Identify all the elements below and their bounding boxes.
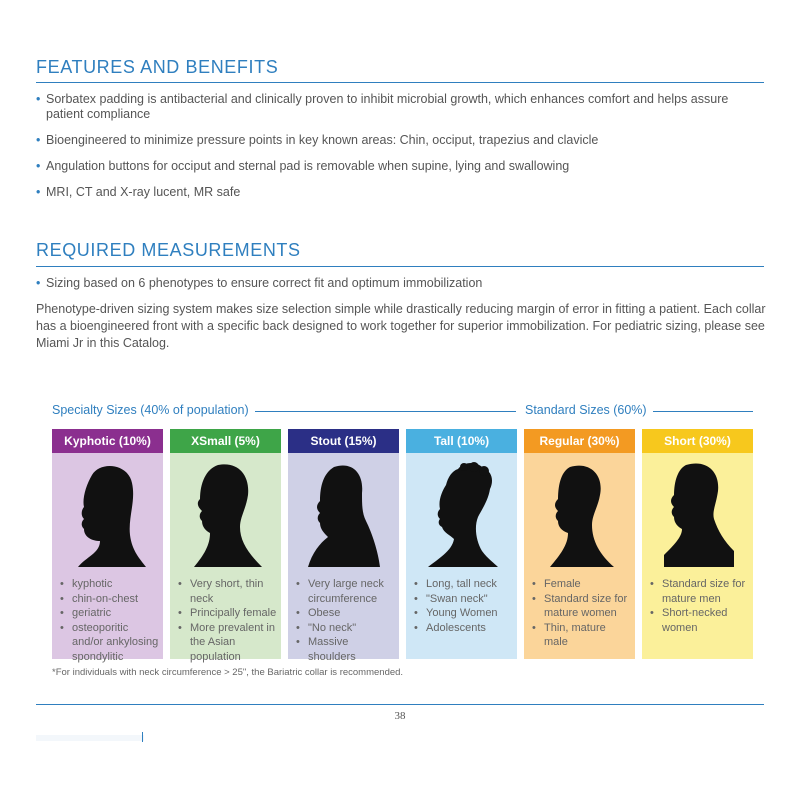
size-column-header: XSmall (5%) — [170, 429, 281, 453]
size-column-header: Stout (15%) — [288, 429, 399, 453]
size-column-xsmall — [170, 429, 281, 663]
size-column-list — [178, 577, 277, 664]
size-column-tall — [406, 429, 517, 659]
measurements-list — [36, 276, 736, 291]
size-column-body — [52, 453, 163, 663]
size-column-list — [296, 577, 395, 664]
features-bullet-3: • Angulation buttons for occiput and sternal pad is removable when supine, lying and swallowing — [36, 159, 736, 174]
features-list — [36, 92, 736, 200]
size-column-item: • Obese — [296, 606, 395, 621]
size-column-body — [642, 453, 753, 659]
tall-head-silhouette-icon — [424, 461, 500, 571]
size-column-body — [170, 453, 281, 663]
xsmall-head-silhouette-icon — [188, 461, 264, 571]
footer-stub — [36, 735, 144, 741]
size-column-item: • Female — [532, 577, 631, 592]
footer-stub-tick — [142, 732, 143, 742]
size-column-header: Regular (30%) — [524, 429, 635, 453]
size-column-header: Short (30%) — [642, 429, 753, 453]
size-column-list — [532, 577, 631, 650]
size-column-item: • Short-necked women — [650, 606, 749, 635]
measurements-rule — [36, 266, 764, 267]
short-head-silhouette-icon — [660, 461, 736, 571]
size-column-header: Tall (10%) — [406, 429, 517, 453]
size-column-body — [406, 453, 517, 659]
features-rule — [36, 82, 764, 83]
stout-head-silhouette-icon — [306, 461, 382, 571]
footer-rule — [36, 704, 764, 705]
size-column-stout — [288, 429, 399, 663]
measurements-paragraph: Phenotype-driven sizing system makes size selection simple while drastically reducing margin of error in fitting a patient. Each collar has a bioengineered front with a specific back designed to work together for superior immobilization. For pediatric sizing, please see Miami Jr in this Catalog. — [36, 302, 766, 350]
features-bullet-4: • MRI, CT and X-ray lucent, MR safe — [36, 185, 736, 200]
size-column-short — [642, 429, 753, 659]
measurements-bullet-1: • Sizing based on 6 phenotypes to ensure correct fit and optimum immobilization — [36, 276, 736, 291]
size-column-item: • chin-on-chest — [60, 592, 159, 607]
features-bullet-2: • Bioengineered to minimize pressure points in key known areas: Chin, occiput, trapezius and clavicle — [36, 133, 736, 148]
size-column-list — [414, 577, 513, 635]
size-column-item: • "No neck" — [296, 621, 395, 636]
size-column-item: • Adolescents — [414, 621, 513, 636]
size-column-item: • geriatric — [60, 606, 159, 621]
size-column-item: • Very large neck circumference — [296, 577, 395, 606]
kyphotic-head-silhouette-icon — [70, 461, 146, 571]
size-column-item: • Massive shoulders — [296, 635, 395, 664]
specialty-sizes-label: Specialty Sizes (40% of population) — [52, 403, 255, 417]
standard-sizes-label: Standard Sizes (60%) — [525, 403, 653, 417]
size-column-regular — [524, 429, 635, 659]
size-column-item: • "Swan neck" — [414, 592, 513, 607]
size-column-item: • Principally female — [178, 606, 277, 621]
size-column-body — [288, 453, 399, 663]
size-column-list — [60, 577, 159, 664]
size-column-item: • Thin, mature male — [532, 621, 631, 650]
size-column-item: • Very short, thin neck — [178, 577, 277, 606]
features-bullet-1: • Sorbatex padding is antibacterial and clinically proven to inhibit microbial growth, which enhances comfort and helps assure patient compliance — [36, 92, 736, 122]
size-column-item: • osteoporitic and/or ankylosing spondylitic — [60, 621, 159, 665]
size-column-kyphotic — [52, 429, 163, 663]
size-column-item: • Long, tall neck — [414, 577, 513, 592]
size-column-item: • Standard size for mature men — [650, 577, 749, 606]
regular-head-silhouette-icon — [542, 461, 618, 571]
measurements-title: REQUIRED MEASUREMENTS — [36, 240, 301, 260]
page-number: 38 — [394, 710, 406, 722]
size-column-item: • More prevalent in the Asian population — [178, 621, 277, 665]
sizing-footnote: *For individuals with neck circumference > 25", the Bariatric collar is recommended. — [52, 667, 404, 678]
size-column-item: • Standard size for mature women — [532, 592, 631, 621]
size-column-list — [650, 577, 749, 635]
features-title: FEATURES AND BENEFITS — [36, 57, 279, 77]
size-column-item: • kyphotic — [60, 577, 159, 592]
size-column-item: • Young Women — [414, 606, 513, 621]
size-column-body — [524, 453, 635, 659]
size-column-header: Kyphotic (10%) — [52, 429, 163, 453]
